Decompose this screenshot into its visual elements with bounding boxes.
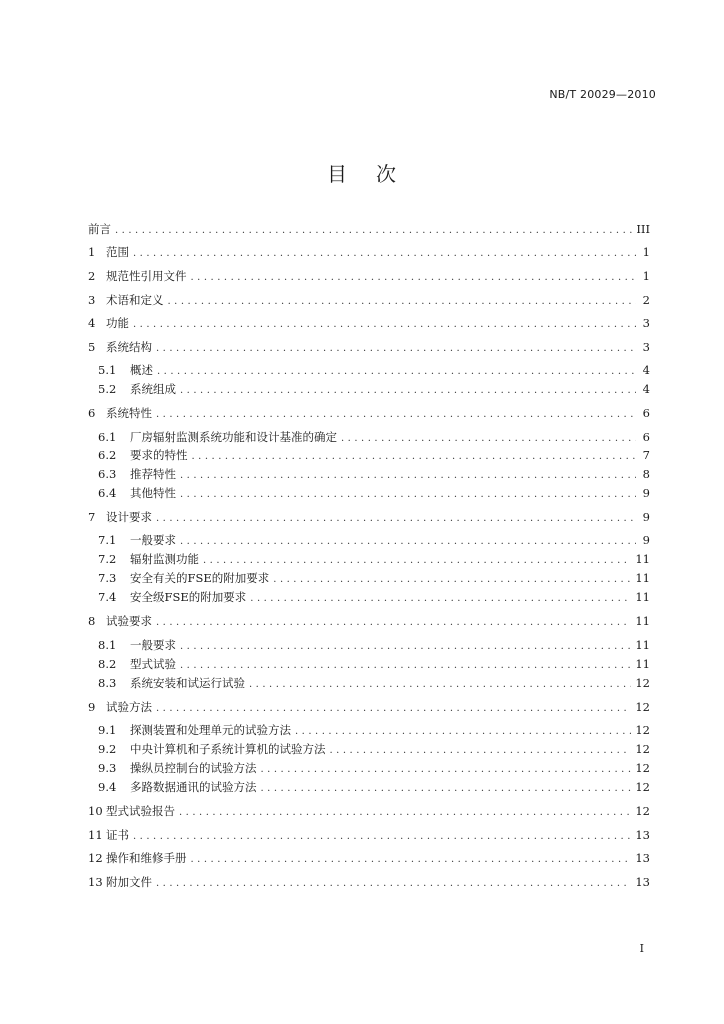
toc-entry-label: 厂房辐射监测系统功能和设计基准的确定	[130, 430, 337, 444]
toc-entry-page: 8	[642, 467, 650, 481]
toc-entry-number: 9.3	[98, 761, 117, 775]
toc-entry-label: 其他特性	[130, 486, 176, 500]
toc-subentry	[98, 590, 650, 606]
toc-entry-label: 规范性引用文件	[106, 269, 187, 283]
toc-subentry	[98, 382, 650, 398]
dot-leader	[191, 271, 637, 285]
page-number: I	[639, 942, 644, 955]
toc-subentry	[98, 430, 650, 446]
toc-subentry	[98, 571, 650, 587]
toc-entry-label: 一般要求	[130, 533, 176, 547]
toc-entry-number: 7.3	[98, 571, 117, 585]
toc-entry-label: 操作和维修手册	[106, 851, 187, 865]
dot-leader	[157, 365, 636, 379]
toc-entry	[88, 828, 650, 844]
toc-entry-label: 试验要求	[106, 614, 152, 628]
toc-entry-number: 8.1	[98, 638, 117, 652]
toc-entry-number: 6.2	[98, 448, 117, 462]
dot-leader	[341, 432, 636, 446]
toc-entry-number: 4	[88, 316, 96, 330]
toc-entry-number: 10	[88, 804, 103, 818]
toc-entry-label: 多路数据通讯的试验方法	[130, 780, 257, 794]
toc-entry	[88, 316, 650, 332]
toc-entry-page: 12	[635, 676, 650, 690]
toc-entry-page: 11	[635, 552, 650, 566]
toc-entry-label: 系统安装和试运行试验	[130, 676, 245, 690]
toc-entry-page: 13	[635, 851, 650, 865]
toc-entry	[88, 851, 650, 867]
toc-entry-number: 8.3	[98, 676, 117, 690]
toc-entry-number: 7.2	[98, 552, 117, 566]
toc-subentry	[98, 363, 650, 379]
dot-leader	[273, 573, 631, 587]
toc-subentry	[98, 486, 650, 502]
toc-entry-page: 11	[635, 590, 650, 604]
dot-leader	[203, 554, 631, 568]
toc-entry-number: 9.4	[98, 780, 117, 794]
dot-leader	[156, 877, 631, 891]
toc-entry-page: 9	[642, 533, 650, 547]
toc-entry-label: 证书	[106, 828, 129, 842]
standard-code: NB/T 20029—2010	[549, 88, 656, 101]
toc-entry-label: 附加文件	[106, 875, 152, 889]
toc-entry-page: 12	[635, 700, 650, 714]
toc-entry-label: 概述	[130, 363, 153, 377]
toc-subentry	[98, 467, 650, 483]
title-char-1: 目	[327, 162, 348, 186]
toc-entry-label: 型式试验	[130, 657, 176, 671]
toc-entry-number: 6.1	[98, 430, 117, 444]
toc-entry-number: 3	[88, 293, 96, 307]
dot-leader	[330, 744, 632, 758]
toc-entry	[88, 700, 650, 716]
toc-entry-label: 系统结构	[106, 340, 152, 354]
dot-leader	[295, 725, 631, 739]
toc-entry-page: 12	[635, 804, 650, 818]
toc-entry-number: 6.3	[98, 467, 117, 481]
toc-entry-label: 操纵员控制台的试验方法	[130, 761, 257, 775]
toc-entry-page: 7	[642, 448, 650, 462]
dot-leader	[133, 247, 636, 261]
toc-entry-page: 12	[635, 761, 650, 775]
toc-entry-number: 5	[88, 340, 96, 354]
dot-leader	[180, 659, 631, 673]
dot-leader	[156, 512, 636, 526]
toc-entry-number: 11	[88, 828, 103, 842]
toc-entry	[88, 406, 650, 422]
dot-leader	[115, 224, 632, 238]
toc-entry-number: 12	[88, 851, 103, 865]
toc-entry-page: 11	[635, 614, 650, 628]
dot-leader	[168, 295, 637, 309]
dot-leader	[180, 469, 636, 483]
toc-entry-number: 5.2	[98, 382, 117, 396]
toc-entry-number: 8	[88, 614, 96, 628]
toc-entry-page: III	[636, 222, 650, 236]
toc-entry-label: 一般要求	[130, 638, 176, 652]
toc-entry	[88, 293, 650, 309]
toc-entry-number: 5.1	[98, 363, 117, 377]
toc-entry	[88, 804, 650, 820]
toc-entry-label: 要求的特性	[130, 448, 188, 462]
toc-entry-page: 3	[642, 316, 650, 330]
toc-entry-label: 型式试验报告	[106, 804, 175, 818]
toc-entry-label: 设计要求	[106, 510, 152, 524]
toc-entry-label: 安全级FSE的附加要求	[130, 590, 247, 604]
toc-entry-label: 术语和定义	[106, 293, 164, 307]
toc-entry-number: 7.4	[98, 590, 117, 604]
toc-entry-page: 13	[635, 875, 650, 889]
toc-entry-page: 11	[635, 638, 650, 652]
toc-entry-number: 7	[88, 510, 96, 524]
toc-subentry	[98, 761, 650, 777]
toc-subentry	[98, 780, 650, 796]
toc-subentry	[98, 723, 650, 739]
toc-entry-number: 2	[88, 269, 96, 283]
dot-leader	[156, 702, 631, 716]
dot-leader	[261, 763, 632, 777]
toc-entry-number: 7.1	[98, 533, 117, 547]
toc-entry-number: 9.1	[98, 723, 117, 737]
toc-entry-page: 11	[635, 571, 650, 585]
toc-entry-page: 1	[642, 269, 650, 283]
toc-entry-label: 范围	[106, 245, 129, 259]
toc-entry	[88, 340, 650, 356]
toc-entry-page: 4	[642, 363, 650, 377]
toc-subentry	[98, 533, 650, 549]
toc-entry-label: 功能	[106, 316, 129, 330]
toc-entry-page: 11	[635, 657, 650, 671]
toc-entry	[88, 875, 650, 891]
dot-leader	[180, 488, 636, 502]
toc-entry	[88, 614, 650, 630]
dot-leader	[133, 830, 631, 844]
dot-leader	[156, 408, 636, 422]
toc-entry-number: 9.2	[98, 742, 117, 756]
dot-leader	[156, 342, 636, 356]
dot-leader	[133, 318, 636, 332]
toc-entry-label: 辐射监测功能	[130, 552, 199, 566]
toc-entry	[88, 510, 650, 526]
toc-subentry	[98, 657, 650, 673]
dot-leader	[191, 853, 632, 867]
toc-entry-page: 6	[642, 430, 650, 444]
dot-leader	[249, 678, 631, 692]
toc-entry-label: 推荐特性	[130, 467, 176, 481]
toc-entry-label: 系统组成	[130, 382, 176, 396]
toc-entry-page: 12	[635, 742, 650, 756]
toc-entry-page: 1	[642, 245, 650, 259]
toc-entry-page: 9	[642, 486, 650, 500]
dot-leader	[180, 535, 636, 549]
toc-entry-page: 13	[635, 828, 650, 842]
toc-entry-label: 中央计算机和子系统计算机的试验方法	[130, 742, 326, 756]
dot-leader	[179, 806, 631, 820]
toc-entry-label: 探测装置和处理单元的试验方法	[130, 723, 291, 737]
toc-entry-label: 系统特性	[106, 406, 152, 420]
toc-entry-page: 12	[635, 780, 650, 794]
toc-entry-page: 6	[642, 406, 650, 420]
toc-entry-page: 12	[635, 723, 650, 737]
toc-subentry	[98, 448, 650, 464]
toc-entry	[88, 222, 650, 238]
page-title	[0, 158, 724, 187]
toc-entry-number: 1	[88, 245, 96, 259]
toc-entry-number: 13	[88, 875, 103, 889]
toc-entry-page: 9	[642, 510, 650, 524]
toc-entry-label: 安全有关的FSE的附加要求	[130, 571, 270, 585]
toc-entry-label: 试验方法	[106, 700, 152, 714]
toc-entry-page: 3	[642, 340, 650, 354]
toc-subentry	[98, 638, 650, 654]
dot-leader	[261, 782, 632, 796]
toc-entry-page: 2	[642, 293, 650, 307]
toc-entry-number: 8.2	[98, 657, 117, 671]
dot-leader	[192, 450, 637, 464]
toc-entry	[88, 245, 650, 261]
title-char-2: 次	[376, 162, 397, 186]
dot-leader	[250, 592, 631, 606]
toc-entry-label: 前言	[88, 222, 111, 236]
dot-leader	[156, 616, 631, 630]
toc-subentry	[98, 742, 650, 758]
toc-entry-number: 9	[88, 700, 96, 714]
dot-leader	[180, 640, 631, 654]
toc-entry	[88, 269, 650, 285]
toc-entry-page: 4	[642, 382, 650, 396]
toc-subentry	[98, 552, 650, 568]
toc-entry-number: 6	[88, 406, 96, 420]
toc-subentry	[98, 676, 650, 692]
dot-leader	[180, 384, 636, 398]
toc-entry-number: 6.4	[98, 486, 117, 500]
